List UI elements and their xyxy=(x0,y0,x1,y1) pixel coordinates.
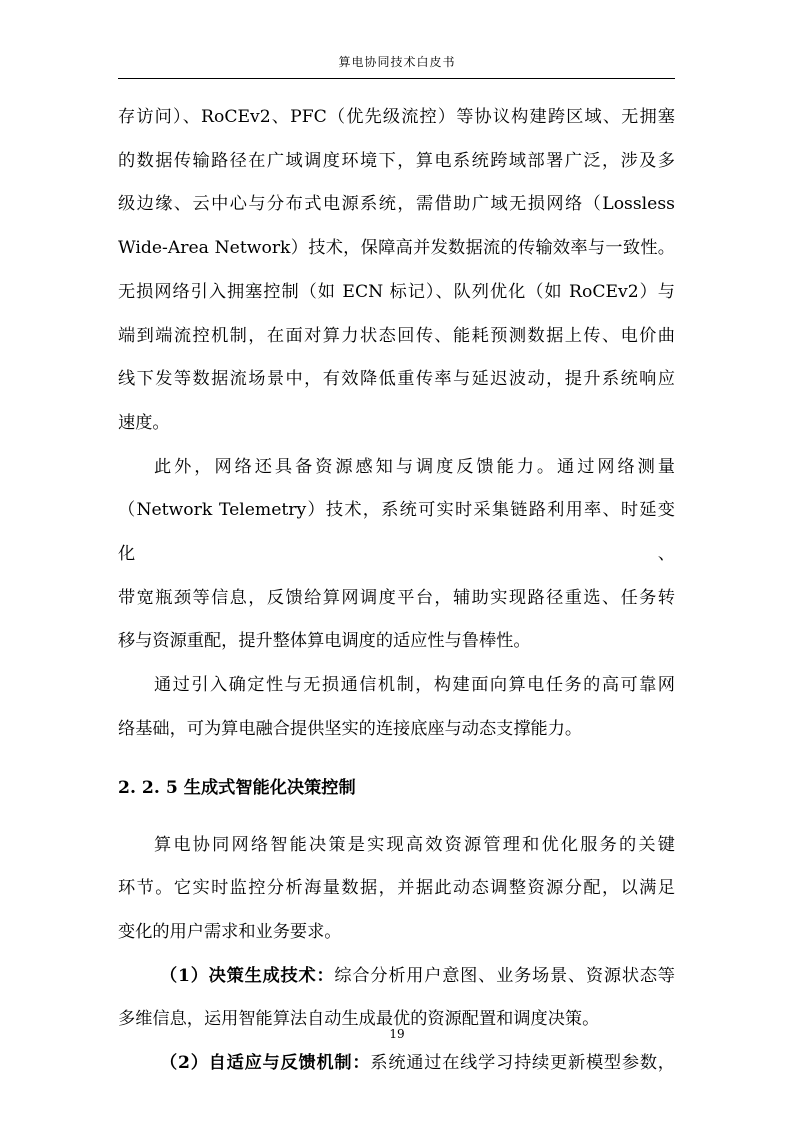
list-item-label: （2）自适应与反馈机制： xyxy=(160,1053,371,1074)
text-line: 络基础，可为算电融合提供坚实的连接底座与动态支撑能力。 xyxy=(118,718,583,739)
paragraph-intelligent-decision xyxy=(118,824,675,955)
text-line xyxy=(118,955,675,999)
text-line: 环节。它实时监控分析海量数据，并据此动态调整资源分配，以满足 xyxy=(118,878,675,899)
text-line: 的数据传输路径在广域调度环境下，算电系统跨域部署广泛，涉及多 xyxy=(118,150,675,171)
text-line: 移与资源重配，提升整体算电调度的适应性与鲁棒性。 xyxy=(118,631,531,652)
list-item-text: 综合分析用户意图、业务场景、资源状态等 xyxy=(334,965,675,986)
text-line: 此外，网络还具备资源感知与调度反馈能力。通过网络测量 xyxy=(154,456,675,477)
text-line: 端到端流控机制，在面对算力状态回传、能耗预测数据上传、电价曲 xyxy=(118,325,675,346)
section-heading: 2. 2. 5 生成式智能化决策控制 xyxy=(118,777,356,798)
list-item-adaptive-feedback xyxy=(118,1042,675,1086)
page-body xyxy=(118,96,675,1086)
text-line: 变化的用户需求和业务要求。 xyxy=(118,921,342,942)
text-line: Wide-Area Network）技术，保障高并发数据流的传输效率与一致性。 xyxy=(118,238,675,259)
running-header-title: 算电协同技术白皮书 xyxy=(338,55,456,69)
text-line: （Network Telemetry）技术，系统可实时采集链路利用率、时延变化、 xyxy=(118,500,675,565)
text-line: 多维信息，运用智能算法自动生成最优的资源配置和调度决策。 xyxy=(118,1009,600,1030)
list-item-text: 系统通过在线学习持续更新模型参数， xyxy=(370,1053,675,1074)
page-number: 19 xyxy=(389,1027,405,1041)
paragraph-lossless-network xyxy=(118,96,675,446)
header-divider xyxy=(118,78,675,79)
text-line xyxy=(118,1042,675,1086)
text-line: 速度。 xyxy=(118,412,170,433)
paragraph-network-telemetry xyxy=(118,446,675,665)
list-item-label: （1）决策生成技术： xyxy=(160,965,335,986)
text-line: 算电协同网络智能决策是实现高效资源管理和优化服务的关键 xyxy=(154,834,675,855)
text-line: 级边缘、云中心与分布式电源系统，需借助广域无损网络（Lossless xyxy=(118,194,675,215)
text-line: 存访问）、RoCEv2、PFC（优先级流控）等协议构建跨区域、无拥塞 xyxy=(118,107,675,127)
text-line: 通过引入确定性与无损通信机制，构建面向算电任务的高可靠网 xyxy=(154,675,675,696)
text-line: 带宽瓶颈等信息，反馈给算网调度平台，辅助实现路径重选、任务转 xyxy=(118,587,675,608)
paragraph-deterministic-network xyxy=(118,664,675,751)
text-line: 线下发等数据流场景中，有效降低重传率与延迟波动，提升系统响应 xyxy=(118,369,675,390)
text-line: 无损网络引入拥塞控制（如 ECN 标记）、队列优化（如 RoCEv2）与 xyxy=(118,281,675,302)
